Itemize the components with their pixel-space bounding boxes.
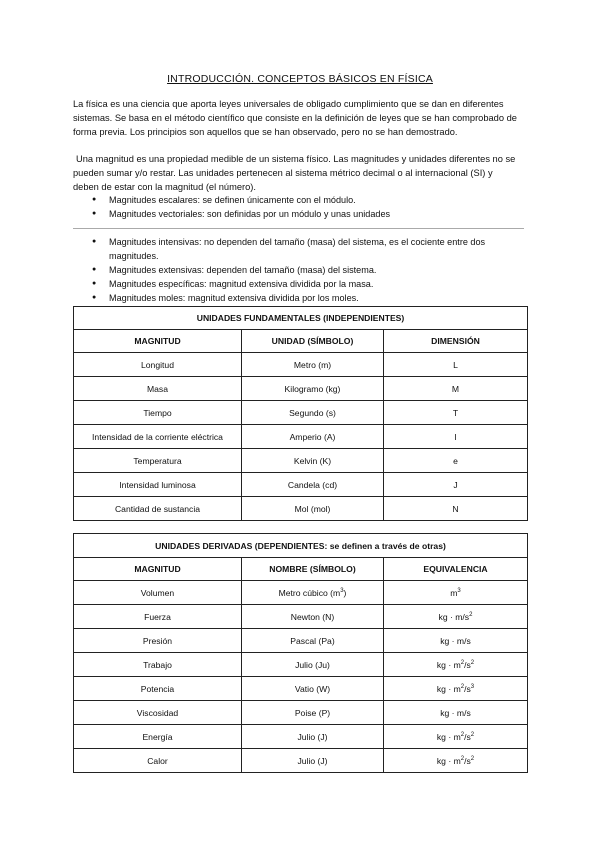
table-row — [74, 401, 528, 425]
cell-equivalencia: kg · $m^2/s^2$ — [384, 653, 528, 677]
table-row — [74, 749, 528, 773]
cell-magnitud: Viscosidad — [74, 701, 242, 725]
cell-nombre: Julio (J) — [242, 749, 384, 773]
cell-unidad: Segundo (s) — [242, 401, 384, 425]
cell-equivalencia: kg · $m^2/s^2$ — [384, 725, 528, 749]
cell-nombre: Julio (J) — [242, 725, 384, 749]
cell-dimension: I — [384, 425, 528, 449]
cell-dimension: N — [384, 497, 528, 521]
list-item: ● Magnitudes específicas: magnitud extensiva dividida por la masa. — [92, 277, 512, 291]
cell-equivalencia: $m^3$ — [384, 581, 528, 605]
cell-magnitud: Temperatura — [74, 449, 242, 473]
cell-unidad: Kilogramo (kg) — [242, 377, 384, 401]
cell-dimension: L — [384, 353, 528, 377]
table-row — [74, 353, 528, 377]
cell-unidad: Mol (mol) — [242, 497, 384, 521]
cell-magnitud: Presión — [74, 629, 242, 653]
table-row — [74, 449, 528, 473]
column-header: NOMBRE (SÍMBOLO) — [242, 558, 384, 581]
cell-magnitud: Volumen — [74, 581, 242, 605]
cell-magnitud: Longitud — [74, 353, 242, 377]
table-row — [74, 653, 528, 677]
table-row — [74, 629, 528, 653]
list-item: ● Magnitudes extensivas: dependen del tamaño (masa) del sistema. — [92, 263, 512, 277]
column-header: MAGNITUD — [74, 558, 242, 581]
cell-equivalencia: kg · m/s — [384, 629, 528, 653]
table-row — [74, 581, 528, 605]
magnitud-paragraph: Una magnitud es una propiedad medible de un sistema físico. Las magnitudes y unidades diferentes no se pueden sumar y/o restar. Las unidades pertenecen al sistema métrico decimal o al internacional (SI) y deben de estar con la magnitud (el número). — [73, 154, 516, 192]
table-row — [74, 605, 528, 629]
bullet-list-magnitudes — [92, 193, 512, 221]
table-row — [74, 377, 528, 401]
cell-equivalencia: kg · $m^2/s^3$ — [384, 677, 528, 701]
column-header: UNIDAD (SÍMBOLO) — [242, 330, 384, 353]
section-divider — [73, 228, 524, 229]
list-item: ● Magnitudes moles: magnitud extensiva dividida por los moles. — [92, 291, 512, 305]
list-item: ● Magnitudes vectoriales: son definidas por un módulo y unas unidades — [92, 207, 512, 221]
list-item: ● Magnitudes intensivas: no dependen del tamaño (masa) del sistema, es el cociente entre dos magnitudes. — [92, 235, 512, 263]
table-row — [74, 725, 528, 749]
cell-nombre: Poise (P) — [242, 701, 384, 725]
bullet-list-properties — [92, 235, 512, 305]
cell-unidad: Kelvin (K) — [242, 449, 384, 473]
cell-equivalencia: kg · $m^2/s^2$ — [384, 749, 528, 773]
cell-magnitud: Tiempo — [74, 401, 242, 425]
cell-dimension: e — [384, 449, 528, 473]
cell-nombre: Julio (Ju) — [242, 653, 384, 677]
cell-dimension: T — [384, 401, 528, 425]
table-row — [74, 701, 528, 725]
cell-magnitud: Potencia — [74, 677, 242, 701]
cell-unidad: Metro (m) — [242, 353, 384, 377]
intro-paragraph: La física es una ciencia que aporta leyes universales de obligado cumplimiento que se dan en diferentes sistemas. Se basa en el método científico que consiste en la definición de leyes que se han comprobado de forma previa. Los principios son aquellos que se han observado, pero no se han demostrado. — [73, 99, 517, 137]
cell-magnitud: Intensidad luminosa — [74, 473, 242, 497]
fundamental-units-table — [73, 306, 528, 521]
derived-units-table — [73, 533, 528, 773]
cell-magnitud: Masa — [74, 377, 242, 401]
cell-dimension: M — [384, 377, 528, 401]
column-header: EQUIVALENCIA — [384, 558, 528, 581]
cell-magnitud: Trabajo — [74, 653, 242, 677]
cell-unidad: Amperio (A) — [242, 425, 384, 449]
list-item: ● Magnitudes escalares: se definen únicamente con el módulo. — [92, 193, 512, 207]
cell-unidad: Candela (cd) — [242, 473, 384, 497]
cell-magnitud: Energía — [74, 725, 242, 749]
table-row — [74, 497, 528, 521]
column-header: MAGNITUD — [74, 330, 242, 353]
table-title: UNIDADES DERIVADAS (DEPENDIENTES: se definen a través de otras) — [74, 534, 528, 558]
cell-nombre: Newton (N) — [242, 605, 384, 629]
column-header: DIMENSIÓN — [384, 330, 528, 353]
cell-magnitud: Fuerza — [74, 605, 242, 629]
cell-nombre: Vatio (W) — [242, 677, 384, 701]
cell-equivalencia: kg · $m/s^2$ — [384, 605, 528, 629]
cell-dimension: J — [384, 473, 528, 497]
table-row — [74, 677, 528, 701]
cell-magnitud: Cantidad de sustancia — [74, 497, 242, 521]
cell-magnitud: Calor — [74, 749, 242, 773]
cell-magnitud: Intensidad de la corriente eléctrica — [74, 425, 242, 449]
table-row — [74, 425, 528, 449]
table-title: UNIDADES FUNDAMENTALES (INDEPENDIENTES) — [74, 307, 528, 330]
cell-equivalencia: kg · m/s — [384, 701, 528, 725]
cell-nombre: Metro cúbico $(m^3)$ — [242, 581, 384, 605]
cell-nombre: Pascal (Pa) — [242, 629, 384, 653]
page-title: INTRODUCCIÓN. CONCEPTOS BÁSICOS EN FÍSICA — [167, 73, 433, 85]
table-row — [74, 473, 528, 497]
